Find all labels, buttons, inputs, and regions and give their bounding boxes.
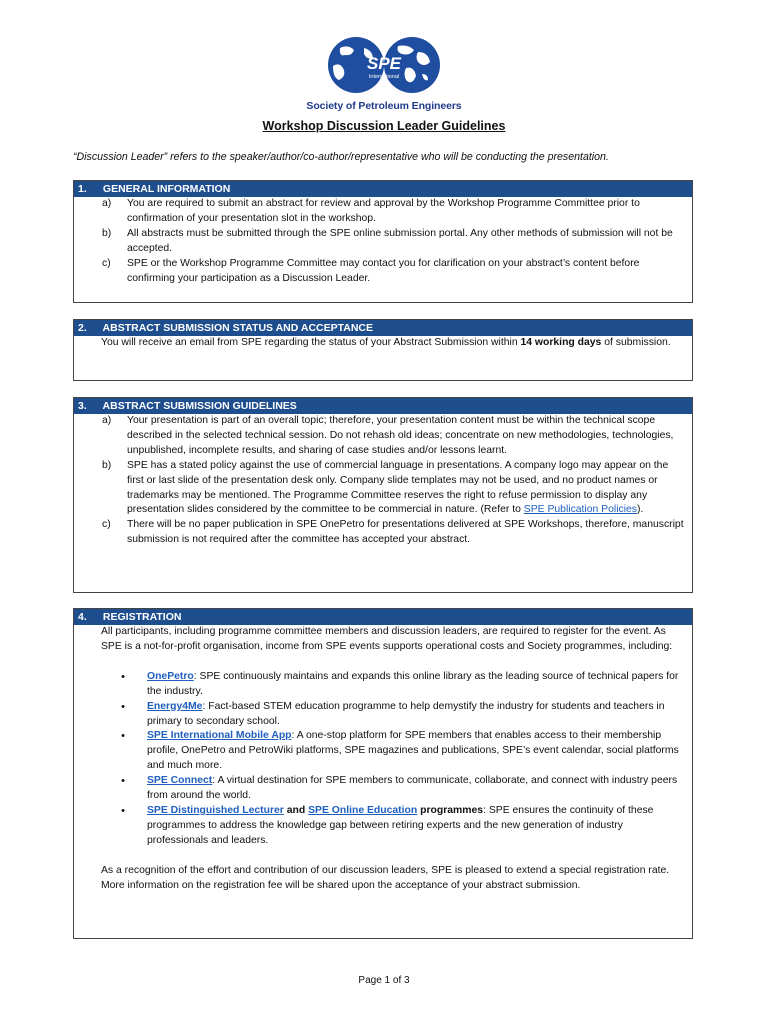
logo-text: SPE bbox=[366, 54, 402, 73]
bullet-icon: • bbox=[121, 804, 125, 817]
text: You will receive an email from SPE regarding the status of your Abstract Submission within bbox=[101, 337, 521, 348]
item-text: You are required to submit an abstract for review and approval by the Workshop Programme Committee prior to confirmation of your presentation slot in the workshop. bbox=[127, 198, 640, 224]
list-item bbox=[74, 700, 686, 730]
bullet-icon: • bbox=[121, 730, 125, 743]
section-number: 2. bbox=[78, 322, 87, 334]
spe-logo bbox=[0, 36, 768, 112]
list-item bbox=[74, 197, 686, 227]
text: : SPE continuously maintains and expands this online library as the leading source of technical papers for the industry. bbox=[147, 670, 679, 697]
section-paragraph bbox=[74, 336, 692, 355]
section-title: GENERAL INFORMATION bbox=[102, 183, 231, 195]
energy4me-link[interactable]: Energy4Me bbox=[147, 700, 203, 712]
list-item bbox=[74, 729, 686, 774]
text: ). bbox=[636, 504, 644, 516]
section-general-information bbox=[73, 180, 693, 303]
list-item bbox=[74, 459, 686, 519]
section-title: ABSTRACT SUBMISSION GUIDELINES bbox=[102, 400, 297, 412]
section-header bbox=[74, 320, 692, 336]
section-registration bbox=[73, 608, 693, 939]
section-abstract-guidelines bbox=[73, 397, 693, 593]
text: : Fact-based STEM education programme to help demystify the industry for students and teachers in primary to secondary school. bbox=[147, 700, 665, 727]
item-label: c) bbox=[102, 257, 111, 269]
item-label: b) bbox=[102, 227, 112, 239]
section-title: REGISTRATION bbox=[102, 611, 182, 623]
list-item bbox=[74, 227, 686, 257]
list-item bbox=[74, 414, 686, 459]
registration-closing: As a recognition of the effort and contribution of our discussion leaders, SPE is pleased to extend a special registration rate. More information on the registration fee will be shared upon the acceptance of your abstract submission. bbox=[101, 864, 670, 891]
list-item bbox=[74, 774, 686, 804]
section-abstract-status bbox=[73, 319, 693, 381]
item-text: SPE or the Workshop Programme Committee may contact you for clarification on your abstract’s content before confirming your participation as a Discussion Leader. bbox=[127, 257, 640, 284]
text: : A virtual destination for SPE members to communicate, collaborate, and connect with industry peers from around the world. bbox=[147, 775, 678, 802]
section-number: 1. bbox=[78, 183, 87, 195]
spe-connect-link[interactable]: SPE Connect bbox=[147, 775, 213, 787]
registration-intro: All participants, including programme committee members and discussion leaders, are required to register for the event. As SPE is a not-for-profit organisation, income from SPE events supports operational costs and Society programmes, including: bbox=[101, 626, 673, 652]
section-number: 4. bbox=[78, 611, 87, 623]
section-header bbox=[74, 398, 692, 414]
item-text: All abstracts must be submitted through the SPE online submission portal. Any other methods of submission will not be accepted. bbox=[127, 227, 673, 254]
list-item bbox=[74, 804, 686, 849]
section-header bbox=[74, 181, 692, 197]
text: programmes bbox=[417, 804, 484, 816]
list-item bbox=[74, 257, 686, 287]
page-number: Page 1 of 3 bbox=[358, 975, 410, 986]
publication-policies-link[interactable]: SPE Publication Policies bbox=[523, 504, 637, 516]
text: of submission. bbox=[601, 337, 671, 348]
logo-subtext: International bbox=[368, 74, 400, 80]
section-title: ABSTRACT SUBMISSION STATUS AND ACCEPTANCE bbox=[102, 322, 374, 334]
page-title: Workshop Discussion Leader Guidelines bbox=[262, 119, 506, 133]
list-item bbox=[74, 670, 686, 700]
item-text bbox=[122, 459, 686, 519]
bullet-icon: • bbox=[121, 670, 125, 683]
text: : A one-stop platform for SPE members that enables access to their membership profile, OnePetro and PetroWiki platforms, SPE magazines and publications, SPE’s event calendar, social platforms and much more. bbox=[147, 730, 679, 772]
globe-logo-icon bbox=[318, 36, 450, 99]
bullet-icon: • bbox=[121, 700, 125, 713]
onepetro-link[interactable]: OnePetro bbox=[147, 670, 194, 682]
item-label: a) bbox=[102, 198, 112, 209]
text: : SPE ensures the continuity of these programmes to address the knowledge gap between retiring experts and the new generation of industry professionals and leaders. bbox=[147, 804, 654, 846]
bullet-icon: • bbox=[121, 775, 125, 788]
item-text: There will be no paper publication in SPE OnePetro for presentations delivered at SPE Workshops, therefore, manuscript submission is not required after the committee has accepted your abstract. bbox=[127, 519, 684, 546]
text: and bbox=[283, 804, 309, 816]
text: SPE has a stated policy against the use of commercial language in presentations. A company logo may appear on the first or last slide of the presentation desk only. Company slide templates may not be used, and no product names or trademarks may be mentioned. The Programme Committee reserves the right to refuse permission to display any presentation slides considered by the committee to be commercial in nature. (Refer to bbox=[127, 459, 669, 516]
section-number: 3. bbox=[78, 400, 87, 412]
list-item bbox=[74, 518, 686, 548]
item-label: b) bbox=[102, 459, 112, 471]
programme-list bbox=[74, 670, 686, 849]
item-label: a) bbox=[102, 415, 112, 426]
org-name: Society of Petroleum Engineers bbox=[306, 100, 462, 112]
item-text: Your presentation is part of an overall topic; therefore, your presentation content must be within the technical scope described in the selected technical session. Do not rehash old ideas; concentrate on new methodologies, technologies, unpublished, incomplete results, and sharing of case studies and/or lessons learnt. bbox=[127, 415, 674, 456]
deadline-text: 14 working days bbox=[520, 337, 602, 348]
distinguished-lecturer-link[interactable]: SPE Distinguished Lecturer bbox=[147, 804, 284, 816]
mobile-app-link[interactable]: SPE International Mobile App bbox=[147, 730, 292, 742]
online-education-link[interactable]: SPE Online Education bbox=[308, 804, 418, 816]
section-header bbox=[74, 609, 692, 625]
intro-text: “Discussion Leader” refers to the speaker/author/co-author/representative who will be conducting the presentation. bbox=[73, 151, 609, 163]
item-label: c) bbox=[102, 519, 111, 531]
